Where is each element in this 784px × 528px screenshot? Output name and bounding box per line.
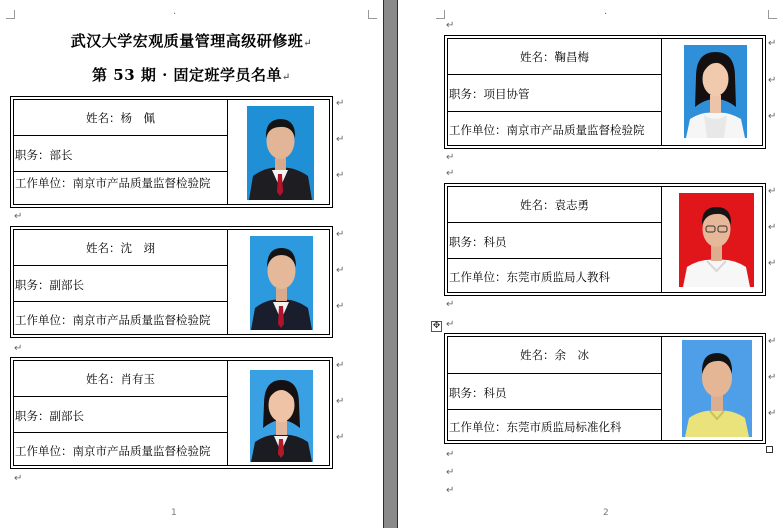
cell-end-mark: ↵ [336, 170, 345, 181]
member-name: 姓名：肖有玉 [86, 372, 155, 386]
photo-cell [227, 230, 329, 334]
paragraph-mark: ↵ [446, 168, 455, 179]
member-photo [682, 340, 752, 437]
photo-cell [661, 39, 762, 145]
member-photo [684, 45, 747, 138]
paragraph-mark: ↵ [14, 211, 23, 222]
member-unit: 工作单位：南京市产品质量监督检验院 [15, 444, 211, 458]
cell-end-mark: ↵ [336, 98, 345, 109]
position-row [448, 223, 661, 259]
portrait-image [679, 193, 754, 287]
cell-end-mark: ↵ [768, 258, 777, 269]
page-corner-mark [768, 10, 777, 19]
unit-row [448, 259, 661, 294]
name-row [448, 187, 661, 223]
position-row [448, 75, 661, 112]
cell-end-mark: ↵ [768, 372, 777, 383]
table-resize-handle-icon[interactable] [766, 446, 773, 453]
portrait-image [684, 45, 747, 138]
position-row [14, 136, 227, 172]
member-name: 姓名：杨 佩 [86, 111, 155, 125]
member-unit: 工作单位：东莞市质监局人教科 [449, 270, 610, 284]
document-page-1 [0, 0, 383, 528]
name-row [14, 230, 227, 266]
cell-end-mark: ↵ [768, 111, 777, 122]
photo-cell [661, 337, 762, 440]
paragraph-mark: ↵ [446, 449, 455, 460]
cell-end-mark: ↵ [768, 408, 777, 419]
name-row [14, 361, 227, 397]
member-position: 职务：副部长 [15, 278, 84, 292]
paragraph-mark: ↵ [446, 319, 455, 330]
member-unit: 工作单位：南京市产品质量监督检验院 [449, 123, 645, 137]
name-row [448, 337, 661, 374]
unit-row [14, 172, 227, 206]
member-photo [679, 193, 754, 287]
paragraph-mark: ↵ [446, 485, 455, 496]
member-card [10, 226, 333, 338]
cell-end-mark: ↵ [768, 38, 777, 49]
paragraph-mark: ↵ [446, 467, 455, 478]
position-row [448, 374, 661, 410]
unit-row [14, 302, 227, 336]
cell-end-mark: ↵ [336, 229, 345, 240]
cell-end-mark: ↵ [336, 360, 345, 371]
page-corner-mark [436, 10, 445, 19]
paragraph-mark: ↵ [14, 473, 23, 484]
position-row [14, 266, 227, 302]
member-card[interactable] [444, 333, 766, 444]
cell-end-mark: ↵ [768, 75, 777, 86]
paragraph-mark: ↵ [446, 20, 455, 31]
paragraph-mark: ↵ [14, 343, 23, 354]
member-name: 姓名：沈 翊 [86, 241, 155, 255]
name-row [448, 39, 661, 75]
member-name: 姓名：鞠昌梅 [520, 50, 589, 64]
photo-cell [227, 361, 329, 465]
member-photo [250, 236, 313, 330]
position-row [14, 397, 227, 433]
member-name: 姓名：袁志勇 [520, 198, 589, 212]
member-unit: 工作单位：南京市产品质量监督检验院 [15, 176, 211, 190]
portrait-image [682, 340, 752, 437]
cell-end-mark: ↵ [336, 265, 345, 276]
member-card [444, 35, 766, 149]
header-marker: · [604, 9, 608, 20]
member-position: 职务：部长 [15, 148, 73, 162]
paragraph-mark: ↵ [446, 152, 455, 163]
member-card [444, 183, 766, 296]
member-position: 职务：项目协管 [449, 87, 530, 101]
unit-row [14, 433, 227, 467]
member-card [10, 96, 333, 208]
cell-end-mark: ↵ [336, 396, 345, 407]
cell-end-mark: ↵ [336, 301, 345, 312]
member-photo [250, 370, 313, 462]
cell-end-mark: ↵ [336, 134, 345, 145]
page-gutter [383, 0, 398, 528]
member-photo [247, 106, 314, 200]
portrait-image [250, 370, 313, 462]
member-unit: 工作单位：东莞市质监局标准化科 [449, 420, 622, 434]
member-name: 姓名：余 冰 [520, 348, 589, 362]
table-move-handle-icon[interactable]: ✥ [432, 321, 441, 331]
member-card [10, 357, 333, 469]
page-number: 2 [603, 508, 609, 518]
cell-end-mark: ↵ [768, 186, 777, 197]
photo-cell [227, 100, 329, 204]
unit-row [448, 410, 661, 442]
cell-end-mark: ↵ [768, 222, 777, 233]
page-corner-mark [6, 10, 15, 19]
member-unit: 工作单位：南京市产品质量监督检验院 [15, 313, 211, 327]
portrait-image [247, 106, 314, 200]
member-position: 职务：科员 [449, 386, 507, 400]
unit-row [448, 112, 661, 147]
page-number: 1 [171, 508, 177, 518]
photo-cell [661, 187, 762, 292]
name-row [14, 100, 227, 136]
cell-end-mark: ↵ [336, 432, 345, 443]
member-position: 职务：科员 [449, 235, 507, 249]
document-page-2 [398, 0, 784, 528]
portrait-image [250, 236, 313, 330]
document-title: 武汉大学宏观质量管理高级研修班↵ [70, 32, 313, 50]
page-corner-mark [368, 10, 377, 19]
header-marker: · [173, 9, 177, 20]
cell-end-mark: ↵ [768, 336, 777, 347]
member-position: 职务：副部长 [15, 409, 84, 423]
document-subtitle: 第 53 期 · 固定班学员名单↵ [92, 66, 291, 84]
paragraph-mark: ↵ [446, 299, 455, 310]
